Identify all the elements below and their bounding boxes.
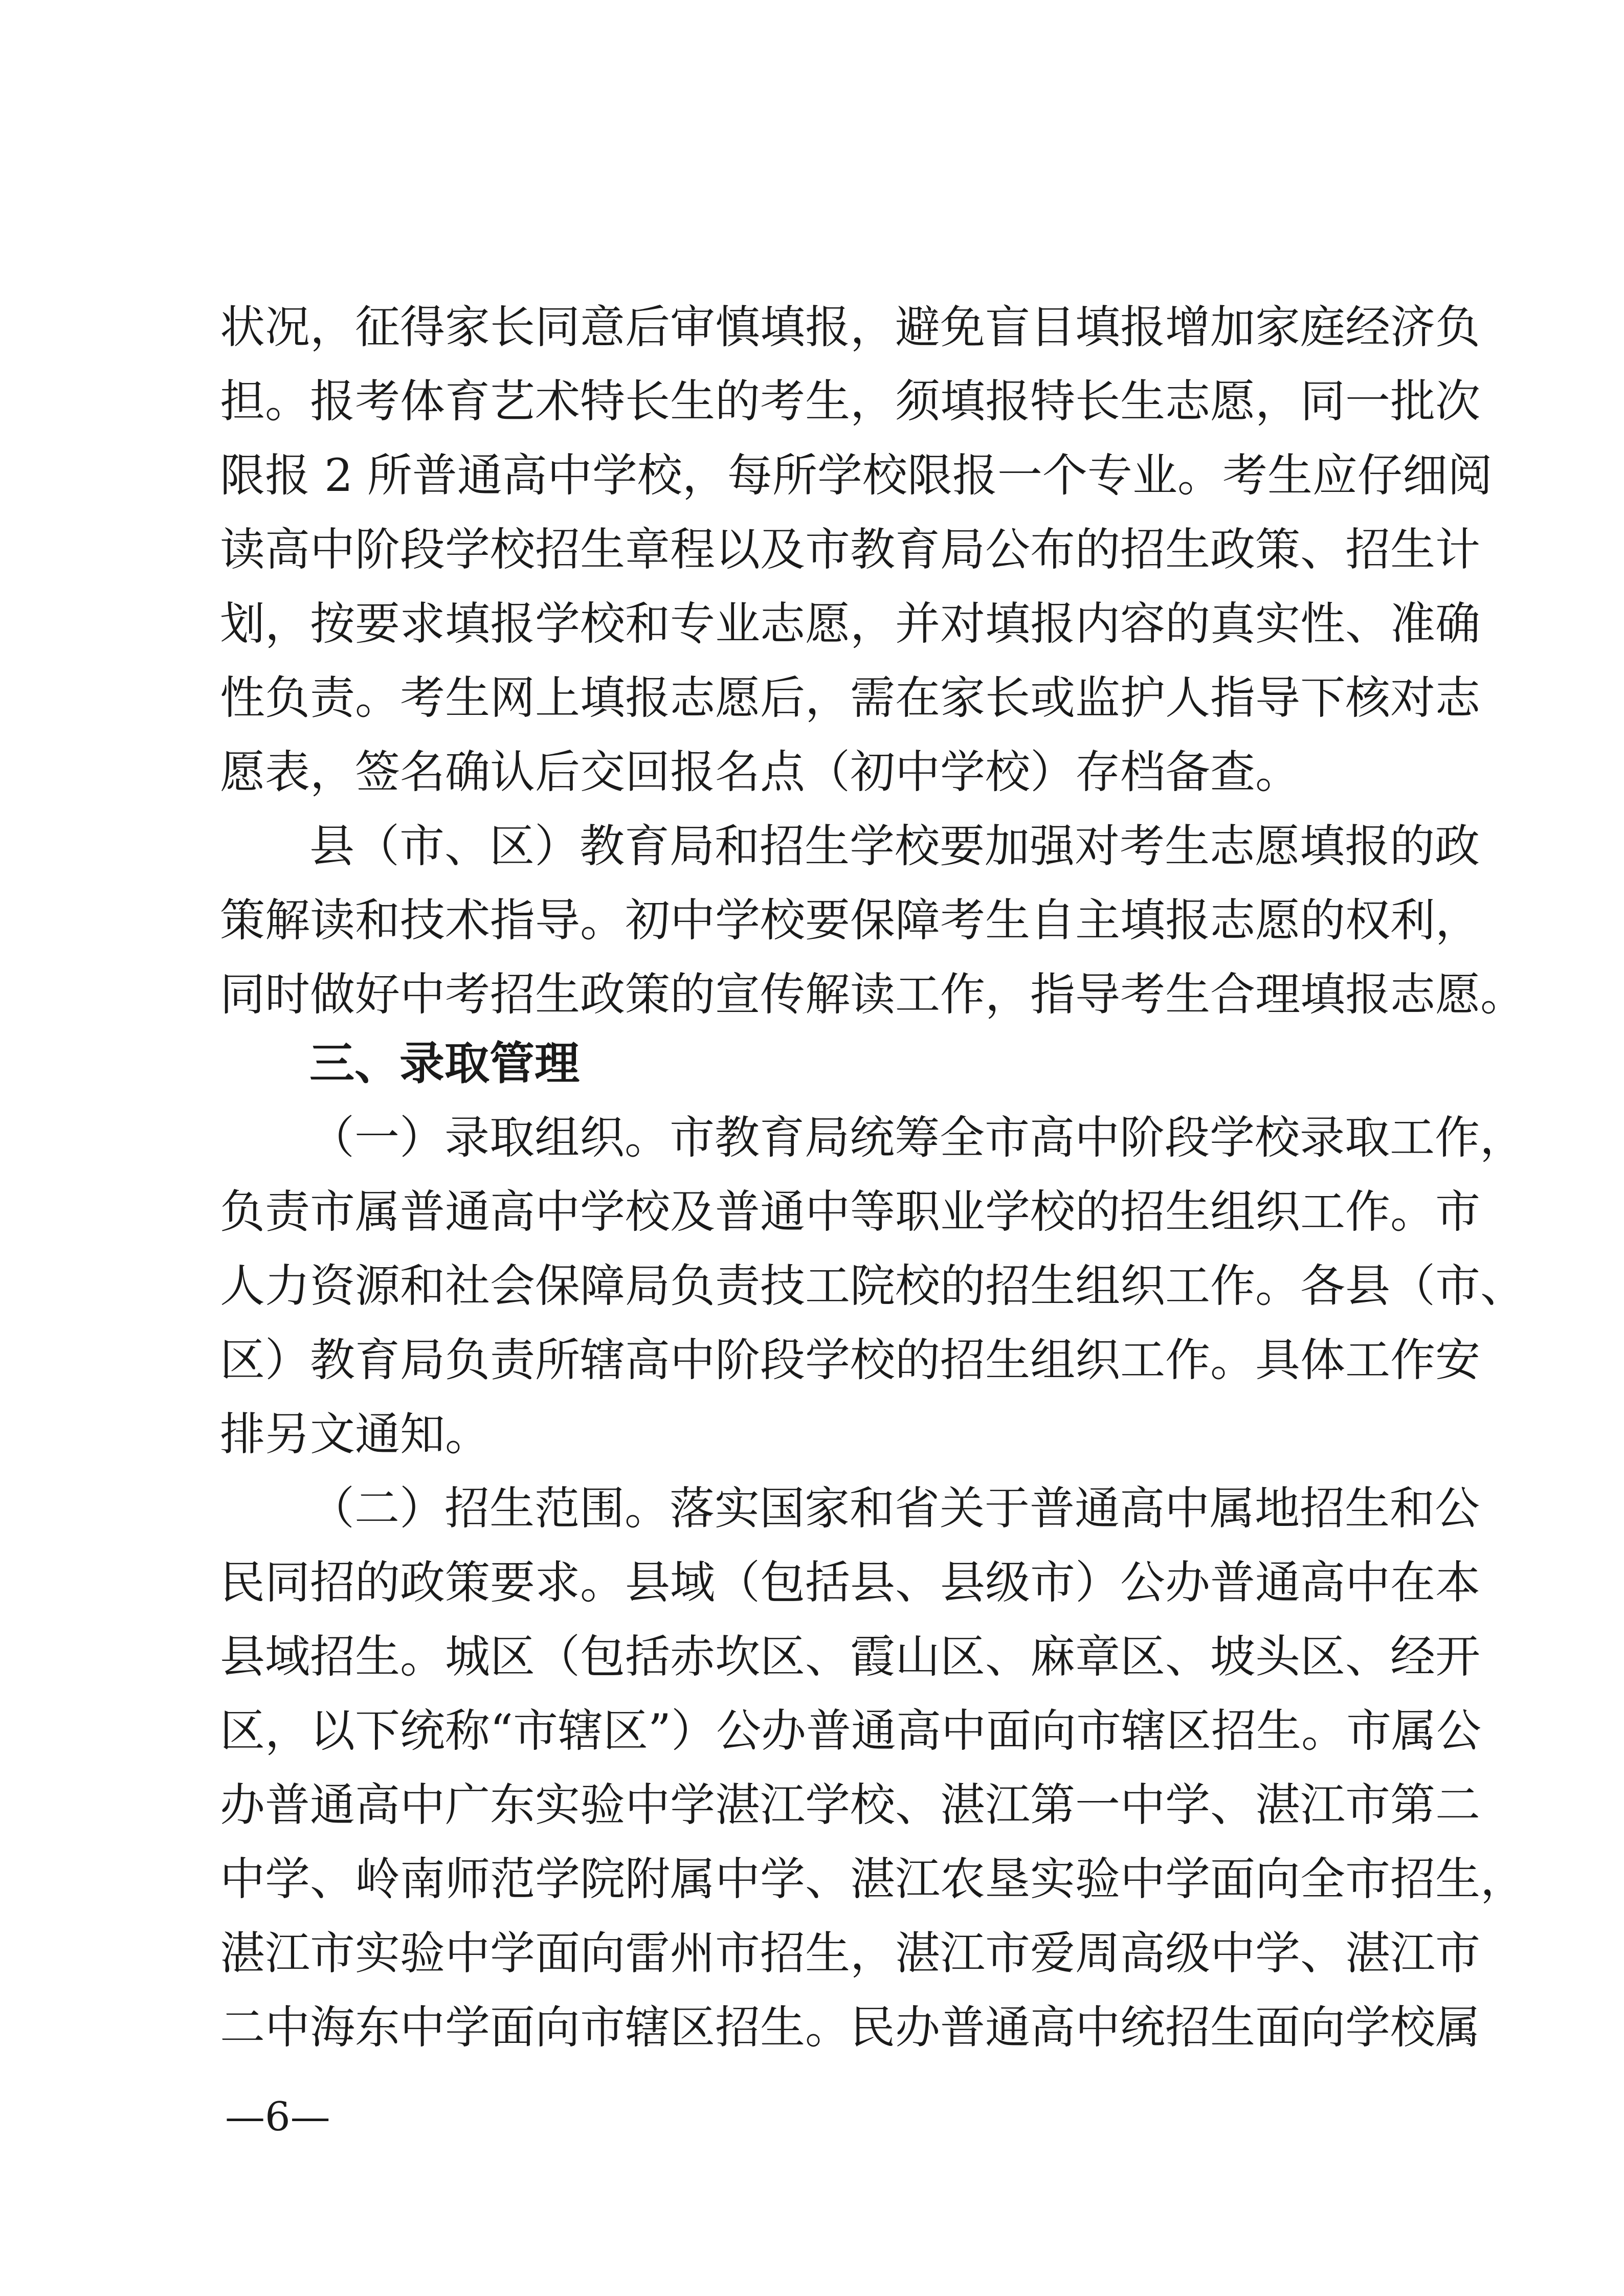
paragraph-line: 人力资源和社会保障局负责技工院校的招生组织工作。各县（市、 <box>220 1259 1526 1312</box>
paragraph-line: （一）录取组织。市教育局统筹全市高中阶段学校录取工作， <box>309 1111 1525 1164</box>
paragraph-line: 排另文通知。 <box>220 1408 491 1460</box>
paragraph-line: 办普通高中广东实验中学湛江学校、湛江第一中学、湛江市第二 <box>220 1779 1481 1831</box>
paragraph-line: 负责市属普通高中学校及普通中等职业学校的招生组织工作。市 <box>220 1185 1481 1238</box>
paragraph-line: 愿表，签名确认后交回报名点（初中学校）存档备查。 <box>220 746 1301 798</box>
paragraph-line: （二）招生范围。落实国家和省关于普通高中属地招生和公 <box>309 1482 1480 1535</box>
paragraph-line: 县（市、区）教育局和招生学校要加强对考生志愿填报的政 <box>309 820 1480 872</box>
section-heading: 三、录取管理 <box>309 1037 580 1090</box>
paragraph-line: 中学、岭南师范学院附属中学、湛江农垦实验中学面向全市招生， <box>220 1853 1526 1905</box>
paragraph-line: 同时做好中考招生政策的宣传解读工作，指导考生合理填报志愿。 <box>220 968 1526 1021</box>
paragraph-line: 性负责。考生网上填报志愿后，需在家长或监护人指导下核对志 <box>220 671 1481 724</box>
paragraph-line: 担。报考体育艺术特长生的考生，须填报特长生志愿，同一批次 <box>220 375 1481 427</box>
paragraph-line: 区，以下统称“市辖区”）公办普通高中面向市辖区招生。市属公 <box>220 1704 1481 1757</box>
paragraph-line: 读高中阶段学校招生章程以及市教育局公布的招生政策、招生计 <box>220 523 1481 576</box>
paragraph-line: 县域招生。城区（包括赤坎区、霞山区、麻章区、坡头区、经开 <box>220 1630 1481 1683</box>
paragraph-line: 二中海东中学面向市辖区招生。民办普通高中统招生面向学校属 <box>220 2001 1481 2054</box>
paragraph-line: 民同招的政策要求。县域（包括县、县级市）公办普通高中在本 <box>220 1556 1481 1609</box>
paragraph-line: 策解读和技术指导。初中学校要保障考生自主填报志愿的权利， <box>220 894 1481 947</box>
page-number: —6— <box>225 2094 330 2140</box>
paragraph-line: 限报 2 所普通高中学校，每所学校限报一个专业。考生应仔细阅 <box>220 449 1493 502</box>
paragraph-line: 划，按要求填报学校和专业志愿，并对填报内容的真实性、准确 <box>220 597 1481 650</box>
paragraph-line: 湛江市实验中学面向雷州市招生，湛江市爱周高级中学、湛江市 <box>220 1927 1481 1979</box>
paragraph-line: 区）教育局负责所辖高中阶段学校的招生组织工作。具体工作安 <box>220 1334 1481 1386</box>
paragraph-line: 状况，征得家长同意后审慎填报，避免盲目填报增加家庭经济负 <box>220 301 1481 353</box>
